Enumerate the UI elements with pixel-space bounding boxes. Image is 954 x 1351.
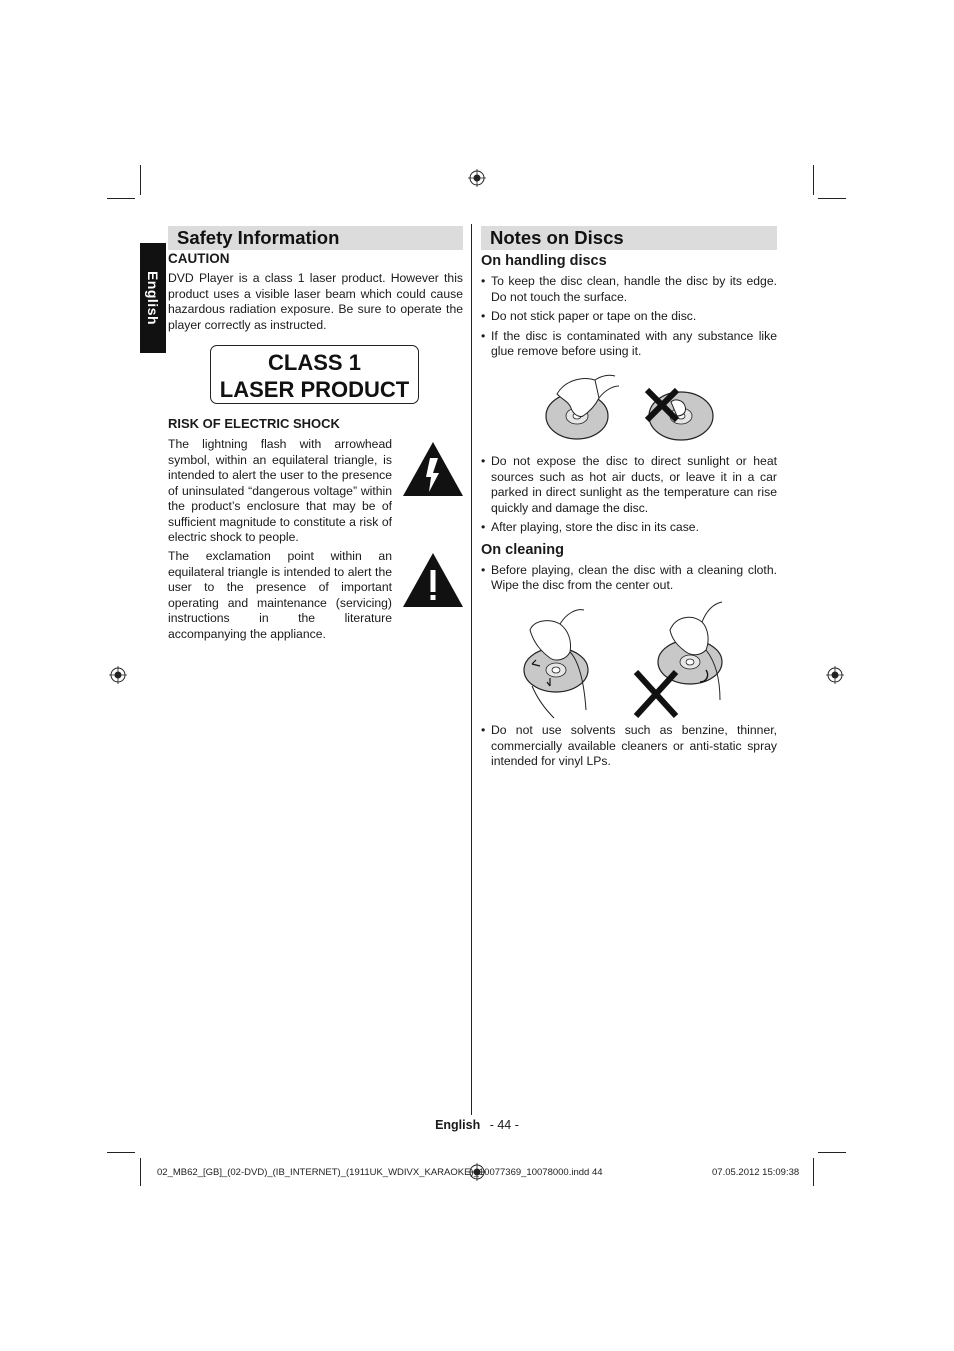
class-line-2: LASER PRODUCT (219, 377, 410, 402)
crop-mark (107, 198, 135, 199)
solvent-list (481, 723, 777, 770)
registration-mark-icon (826, 666, 844, 684)
solvent-section (481, 723, 777, 770)
caution-text: DVD Player is a class 1 laser product. However this product uses a visible laser beam which could cause hazardous radiation exposure. Be sure to operate the player correctly as instructed. (168, 271, 463, 332)
disc-handling-illustration (543, 372, 718, 444)
language-tab (140, 243, 166, 353)
crop-mark (813, 165, 814, 195)
storage-section (481, 454, 777, 594)
class1-laser-label (210, 345, 419, 404)
registration-mark-icon (109, 666, 127, 684)
list-item: • Do not stick paper or tape on the disc. (481, 309, 697, 323)
list-item: • After playing, store the disc in its case. (481, 520, 699, 534)
cleaning-list (481, 563, 777, 594)
caution-title: CAUTION (168, 251, 230, 266)
safety-column (168, 251, 463, 333)
shock-title: RISK OF ELECTRIC SHOCK (168, 416, 340, 431)
lightning-text: The lightning flash with arrowhead symbol, within an equilateral triangle, is intended to alert the user to the presence of uninsulated “dangerous voltage” within the product’s enclosure that may be of sufficient magnitude to constitute a risk of electric shock to people. (168, 437, 392, 544)
storage-list (481, 454, 777, 536)
registration-mark-icon (468, 169, 486, 187)
crop-mark (140, 165, 141, 195)
discs-column (481, 253, 777, 360)
handling-list (481, 274, 777, 360)
shock-section (168, 416, 463, 431)
exclamation-text: The exclamation point within an equilateral triangle is intended to alert the user to the presence of important operating and maintenance (servicing) instructions in the literature accompanying the appliance. (168, 549, 392, 641)
class-line-1: CLASS 1 (268, 350, 361, 375)
lightning-warning-icon (402, 441, 464, 497)
list-item: • If the disc is contaminated with any substance like glue remove before using it. (481, 328, 777, 358)
list-item: • To keep the disc clean, handle the disc by its edge. Do not touch the surface. (481, 274, 777, 304)
list-item: • Do not expose the disc to direct sunlight or heat sources such as hot air ducts, or leave it in a car parked in direct sunlight as the temperature can rise quickly and damage the disc. (481, 454, 777, 515)
crop-mark (813, 1158, 814, 1186)
crop-mark (107, 1152, 135, 1153)
handling-title: On handling discs (481, 253, 607, 269)
disc-cleaning-illustration (520, 600, 730, 720)
list-item: • Do not use solvents such as benzine, thinner, commercially available cleaners or anti-static spray intended for vinyl LPs. (481, 723, 777, 768)
cleaning-title: On cleaning (481, 541, 564, 558)
crop-mark (818, 1152, 846, 1153)
language-tab-label: English (145, 270, 161, 326)
crop-mark (818, 198, 846, 199)
slug-timestamp: 07.05.2012 15:09:38 (712, 1167, 800, 1178)
column-divider (471, 224, 472, 1115)
list-item: • Before playing, clean the disc with a cleaning cloth. Wipe the disc from the center out. (481, 562, 777, 592)
page-footer (0, 1118, 954, 1132)
slug-filename: 02_MB62_[GB]_(02-DVD)_(IB_INTERNET)_(1911UK_WDIVX_KARAOKE)_10077369_10078000.indd 44 (157, 1167, 603, 1178)
exclamation-warning-icon (402, 552, 464, 608)
page-number: - 44 - (489, 1118, 519, 1132)
footer-language: English (435, 1118, 481, 1132)
safety-information-heading: Safety Information (168, 226, 463, 250)
crop-mark (140, 1158, 141, 1186)
notes-on-discs-heading: Notes on Discs (481, 226, 777, 250)
